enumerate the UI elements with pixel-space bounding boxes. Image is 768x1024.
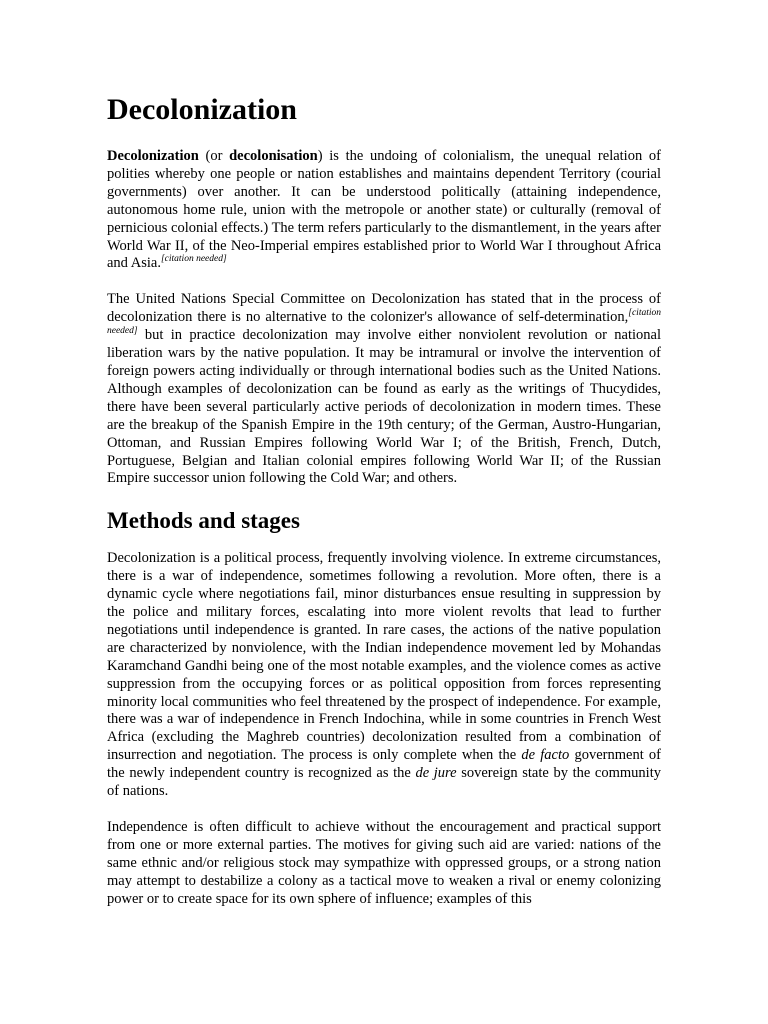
bold-term-decolonization: Decolonization [107, 148, 199, 164]
text-run: sovereign state by the community of nations. [107, 765, 661, 800]
section-heading-methods: Methods and stages [107, 508, 300, 534]
text-run: but in practice decolonization may involve either nonviolent revolution or national liberation wars by the native population. It may be intramural or involve the intervention of foreign powers acting individually or through international bodies such as the United Nations. Although examples of decolonization can be found as early as the writings of Thucydides, there have been several particularly active periods of decolonization in modern times. These are the breakup of the Spanish Empire in the 19th century; of the German, Austro-Hungarian, Ottoman, and Russian Empires following World War I; of the British, French, Dutch, Portuguese, Belgian and Italian colonial empires following World War II; of the Russian Empire successor union following the Cold War; and others. [107, 327, 661, 487]
italic-term-de-facto: de facto [521, 747, 570, 764]
intro-paragraph [107, 148, 661, 273]
citation-needed-link[interactable]: [citation needed] [107, 308, 661, 337]
citation-needed-link[interactable]: [citation needed] [160, 254, 227, 265]
methods-paragraph [107, 550, 661, 801]
text-run: (or [198, 148, 230, 164]
bold-term-decolonisation: decolonisation [229, 148, 318, 164]
text-run: Decolonization is a political process, frequently involving violence. In extreme circumstances, there is a war of independence, sometimes following a revolution. More often, there is a dynamic cycle where negotiations fail, minor disturbances ensue resulting in suppression by the police and military forces, escalating into more violent revolts that lead to further negotiations until independence is granted. In rare cases, the actions of the native population are characterized by nonviolence, with the Indian independence movement led by Mohandas Karamchand Gandhi being one of the most notable examples, and the violence comes as active suppression from the occupying forces or as political opposition from forces representing minority local communities who feel threatened by the prospect of independence. For example, there was a war of independence in French Indochina, while in some countries in French West Africa (excluding the Maghreb countries) decolonization resulted from a combination of insurrection and negotiation. The process is only complete when the [107, 550, 661, 764]
page-title: Decolonization [107, 93, 297, 126]
text-run: government of the newly independent country is recognized as the [107, 747, 661, 782]
italic-term-de-jure: de jure [415, 765, 457, 782]
un-committee-paragraph [107, 291, 661, 488]
text-run: ) is the undoing of colonialism, the unequal relation of polities whereby one people or nation establishes and maintains dependent Territory (courial governments) over another. It can be understood politically (attaining independence, autonomous home rule, union with the metropole or another state) or culturally (removal of pernicious colonial effects.) The term refers particularly to the dismantlement, in the years after World War II, of the Neo-Imperial empires established prior to World War I throughout Africa and Asia. [107, 148, 661, 272]
text-run: The United Nations Special Committee on Decolonization has stated that in the process of decolonization there is no alternative to the colonizer's allowance of self-determination, [107, 291, 661, 326]
independence-paragraph: Independence is often difficult to achieve without the encouragement and practical support from one or more external parties. The motives for giving such aid are varied: nations of the same ethnic and/or religious stock may sympathize with oppressed groups, or a strong nation may attempt to destabilize a colony as a tactical move to weaken a rival or enemy colonizing power or to create space for its own sphere of influence; examples of this [107, 819, 661, 907]
